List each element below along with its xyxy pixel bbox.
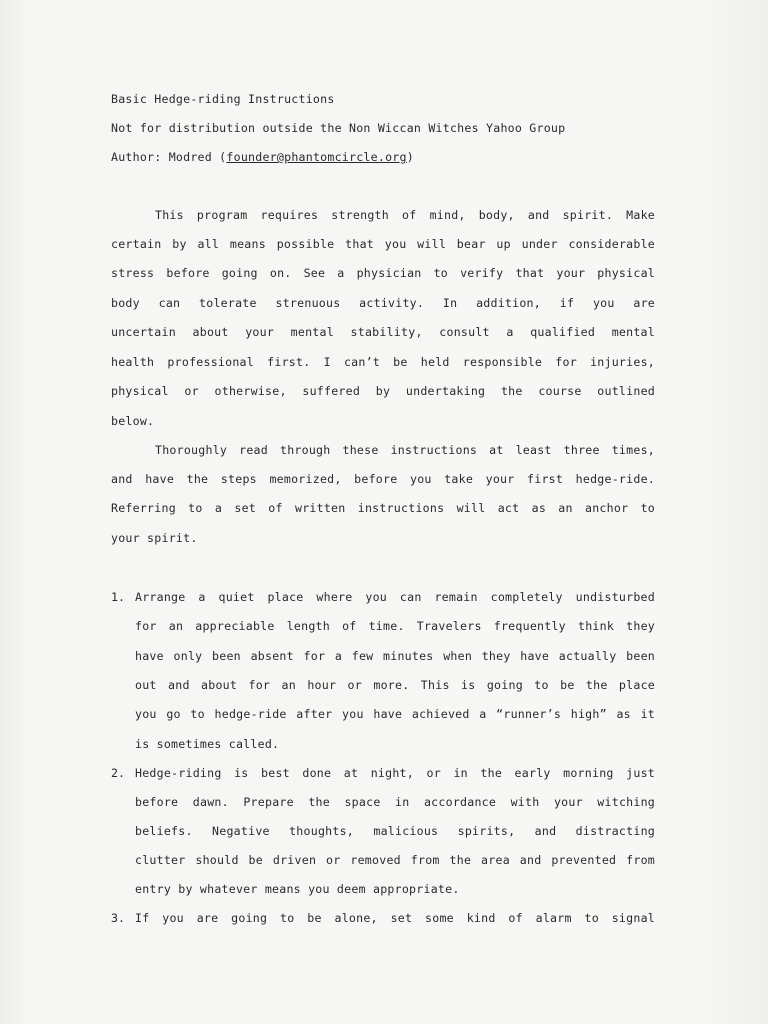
paragraph2-line-4: your spirit. — [111, 531, 198, 545]
step-1-line-4: out and about for an hour or more. This is going to be the place — [135, 678, 655, 692]
author-email-link[interactable]: founder@phantomcircle.org — [226, 150, 407, 164]
paragraph1-line-8: below. — [111, 414, 155, 428]
paragraph2-line-3: Referring to a set of written instructions will act as an anchor to — [111, 501, 655, 515]
step-3-number: 3. — [111, 911, 125, 925]
paragraph1-line-1: This program requires strength of mind, body, and spirit. Make — [155, 208, 655, 222]
step-1-number: 1. — [111, 590, 125, 604]
paragraph1-line-4: body can tolerate strenuous activity. In addition, if you are — [111, 296, 655, 310]
step-1-line-1: Arrange a quiet place where you can remain completely undisturbed — [135, 590, 655, 604]
paragraph2-line-2: and have the steps memorized, before you take your first hedge-ride. — [111, 472, 655, 486]
step-2-line-1: Hedge-riding is best done at night, or in the early morning just — [135, 766, 655, 780]
step-2-number: 2. — [111, 766, 125, 780]
author-prefix: Author: Modred ( — [111, 150, 227, 164]
step-2-line-4: clutter should be driven or removed from the area and prevented from — [135, 853, 655, 867]
distribution-notice: Not for distribution outside the Non Wiccan Witches Yahoo Group — [111, 121, 566, 135]
author-suffix: ) — [406, 150, 414, 164]
document-title: Basic Hedge-riding Instructions — [111, 92, 335, 106]
paragraph1-line-2: certain by all means possible that you will bear up under considerable — [111, 237, 655, 251]
author-line — [111, 150, 414, 164]
step-1-line-3: have only been absent for a few minutes when they have actually been — [135, 649, 655, 663]
step-1-line-6: is sometimes called. — [135, 737, 280, 751]
step-2-line-5: entry by whatever means you deem appropriate. — [135, 882, 460, 896]
step-1-line-5: you go to hedge-ride after you have achieved a “runner’s high” as it — [135, 707, 655, 721]
paragraph1-line-5: uncertain about your mental stability, consult a qualified mental — [111, 325, 655, 339]
step-1-line-2: for an appreciable length of time. Travelers frequently think they — [135, 619, 655, 633]
step-2-line-2: before dawn. Prepare the space in accordance with your witching — [135, 795, 655, 809]
paragraph1-line-6: health professional first. I can’t be held responsible for injuries, — [111, 355, 655, 369]
step-3-line-1: If you are going to be alone, set some kind of alarm to signal — [135, 911, 655, 925]
paragraph2-line-1: Thoroughly read through these instructions at least three times, — [155, 443, 655, 457]
step-2-line-3: beliefs. Negative thoughts, malicious spirits, and distracting — [135, 824, 655, 838]
paragraph1-line-7: physical or otherwise, suffered by undertaking the course outlined — [111, 384, 655, 398]
paragraph1-line-3: stress before going on. See a physician to verify that your physical — [111, 266, 655, 280]
